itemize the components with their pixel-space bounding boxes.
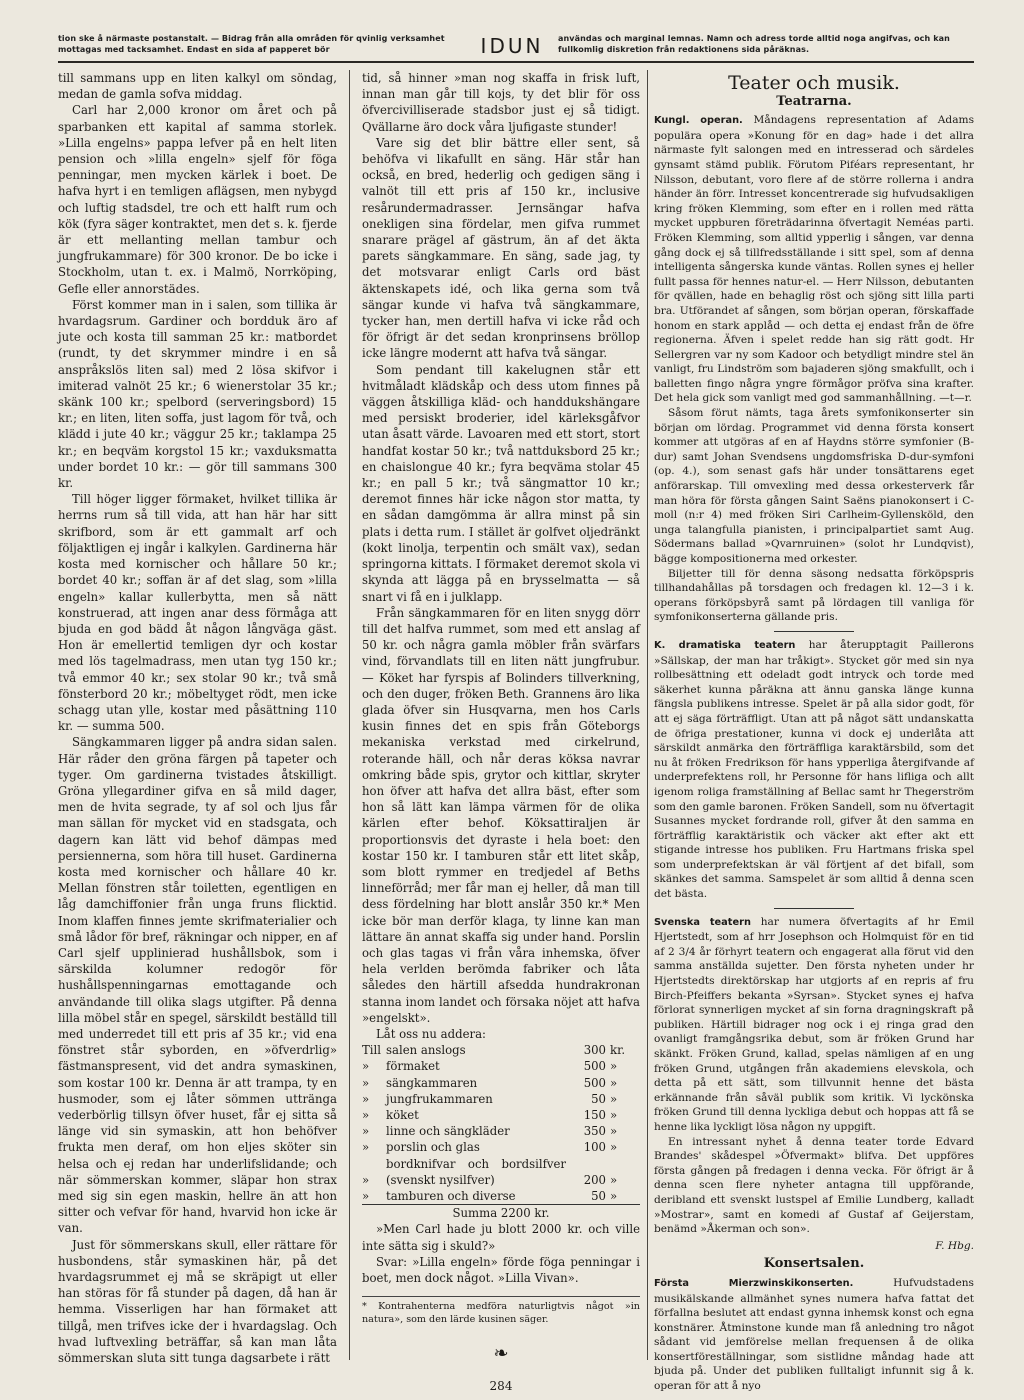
column-divider-2 [647,70,648,1360]
divider [774,908,854,909]
paragraph: Som pendant till kakelugnen står ett hvitmåladt klädskåp och dess utom finnes på väggen åtskilliga kläd- och handdukshängare med persiskt broderier, idel kärleksgåfvor utan åsatt värde. Lavoaren med ett stort, stort handfat kostar 50 kr.; två nattduksbord 25 kr.; en chaislongue 40 kr.; fyra beqväma stolar 45 kr.; en pall 5 kr.; två sängmattor 10 kr.; deremot finnes här icke någon stor matta, ty en sådan damgömma är allra minst på sin plats i detta rum. I stället är golfvet oljedränkt (kokt linolja, terpentin och smält vax), sedan springorna kittats. I förmaket deremot skola vi skynda att lägga på en brysselmatta — så snart vi få en i julklapp. [362,362,641,604]
table-cell: » [610,1172,618,1187]
footnote: * Kontrahenterna medföra naturligtvis något »in natura», som den lärde kusinen säger. [362,1296,640,1326]
table-cell: jungfrukammaren [386,1091,493,1106]
cost-table [362,1042,640,1221]
paragraph: Från sängkammaren för en liten snygg dörr till det halfva rummet, som med ett anslag af 50 kr. och några gamla möbler från svärfars vind, förvandlats till en liten nätt jungfrubur. — Köket har fyrspis af Bolinders tillverkning, och den duger, fröken Beth. Grannens äro lika glada öfver sin Husqvarna, men hos Carls kusin finnes det en spis från Göteborgs mekaniska verkstad med cirkelrund, roterande häll, och når deras köksa navrar omkring både spis, grytor och kittlar, skryter hon öfver att hafva det allra bäst, efter som hon så lätt kan lämpa värmen för de olika kärlen efter behof. Köksattiraljen är proportionsvis det dyraste i hela boet: den kostar 150 kr. I tamburen står ett litet skåp, som blott rymmer en tredjedel af Beths linneförråd; mer får man ej heller, då man till dess fördelning har blott anslår 350 kr.* Men icke bör man derför klaga, ty linne kan man lättare än annat skaffa sig under hand. Porslin och glas tagas vi från våra inhemska, öfver hela verlden berömda fabriker och låta således den härtill afsedda hundrakronan stanna inom landet och försaka nöjet att hafva »engelskt». [362,605,640,1025]
table-row [362,1156,640,1188]
divider [774,631,854,632]
paragraph: »Men Carl hade ju blott 2000 kr. och ville inte sätta sig i skuld?» [362,1222,640,1253]
table-row [362,1091,640,1107]
paragraph [654,915,974,1135]
paragraph: Sängkammaren ligger på andra sidan salen. Här råder den gröna färgen på tapeter och tyger. Om gardinerna tvistades åtskilligt. Gröna yllegardiner gifva en så mild dager, men de hvita segrade, ty af sol och ljus får man sällan för mycket vid en stadsgata, och dagern kan lätt vid behof dämpas med persiennerna, som höra till huset. Gardinerna kosta med kornischer och hållare 40 kr. Mellan fönstren står toiletten, egentligen en låg damchiffonier från unga fruns flicktid. Inom klaffen finnes jemte skrifmaterialier och små lådor för bref, räkningar och nipper, en af Carl sjelf upplinierad hushållsbok, som i särskilda kolumner redogör för hushållspenningarnas emottagande och användande till olika slags utgifter. På denna lilla möbel står en spegel, särskildt beställd till med underredet till ett pris af 35 kr.; vid ena fönstret står syborden, en »öfverdrlig» fästmanspresent, vid det andra symaskinen, som kostar 100 kr. Denna är att trampa, ty en husmoder, som ej låter sömmen utträngа vederbörlig tillsyn öfver huset, får ej sitta så länge vid sin symaskin, att hon behöfver frukta men deraf, om hon eljes sköter sin helsa och ej redan har underlifslidande; och när sömmerskan kommer, släpar hon strax med sig sin egen maskin, hellre än att hon sitter och vefvar för hand, hvarvid hon icke är van. [58,735,337,1236]
table-cell: » [610,1189,618,1204]
paragraph [654,1276,974,1394]
paragraph-body: har återupptagit Paillerons »Sällskap, der man har tråkigt». Stycket gör med sin nya rollbesättning ett odeladt godt intryck och torde med säkerhet kunna påräkna att ännu ganska länge kunna fängsla publikens intresse. Spelet är på alla sidor godt, för att ej säga förträffligt. Utan att på något sätt undanskatta de öfriga prestationer, kunna vi dock ej underlåta att särskildt anmärka den förträffliga karaktärsbild, som det nu åt fröken Fredrikson för hans ypperliga återgifvande af underprefektens roll, hr Personne för hans lifliga och allt igenom roliga framställning af Bellac samt hr Thegerström som den gamle baronen. Fröken Sandell, som nu öfvertagit Susannes mycket fordrande roll, gifver åt den samma en förträfflig karaktäristik och väcker akt efter akt ett stigande intresse hos publiken. Fru Hartmans friska spel som underprefektskan är väl förtjent af det bifall, som skänkes det samma. Samspelet är som alltid å denna scen det bästa. [654,638,974,901]
table-cell: 100 [583,1140,606,1155]
table-cell: porslin och glas [386,1140,480,1155]
table-cell: 350 [583,1124,606,1139]
table-cell: » [610,1108,618,1122]
table-cell: » [610,1091,618,1106]
table-cell: » [362,1124,370,1139]
table-row [362,1058,640,1074]
paragraph-body: har numera öfvertagits af hr Emil Hjertstedt, som af hrr Josephson och Holmquist för en tid af 2 3/4 år förhyrt teatern och engagerat alla förut vid den samma anställda sujetter. Den första nyheten under hr Hjertstedts direktörskap har utgjorts af en repris af fru Birch-Pfeiffers bekanta »Syrsan». Stycket synes ej hafva förlorat synnerligen mycket af sin forna dragningskraft på publiken. Härtill bidrager nog ock i ej ringa grad den ovanligt framgångsrika debut, som är fröken Grund har skänkt. Fröken Grund, kallad, spelas nämligen af en ung fröken Grund, utgången från akademiens elevskola, och detta på ett sätt, som tillvunnit henne det bästa erkännande från såväl publik som kritik. Vi lyckönska fröken Grund till denna lyckliga debut och hoppas att få se henne lika lyckligt lösa någon ny uppgift. [654,915,974,1133]
paragraph [654,638,974,902]
table-cell: tamburen och diverse [386,1189,516,1204]
paragraph: Såsom förut nämts, taga årets symfonikonserter sin början om lördag. Programmet vid denna första konsert kommer att utgöras af en af Haydns större symfonier (B-dur) samt Johan Svendsens ungdomsfriska D-dur-symfoni (op. 4.), som senast gafs här under tonsättarens eget anförarskap. Till omvexling med dessa orkesterverk får man höra för första gången Saint Saëns pianokonsert i C-moll (n:r 4) med fröken Siri Carlheim-Gyllensköld, den unga talangfulla pianisten, i principalpartiet samt Aug. Södermans ballad »Qvarnruinen» (solot hr Lundqvist), bägge kompositionerna med orkester. [654,407,974,565]
masthead-title: IDUN [480,34,544,58]
page-header [0,0,1024,62]
table-cell: » [362,1091,370,1106]
page-number: 284 [489,1379,513,1394]
table-cell: » [610,1075,618,1090]
lead-text: K. dramatiska teatern [654,639,796,651]
table-cell: förmaket [386,1059,440,1074]
table-cell: köket [386,1108,419,1122]
article-column-1 [58,70,337,1364]
paragraph: till sammans upp en liten kalkyl om söndag, medan de gamla sofva middag. [58,71,337,102]
table-cell: 500 [583,1059,606,1074]
ornament-icon: ❧ [493,1343,509,1365]
paragraph: Till höger ligger förmaket, hvilket tillika är herrns rum så till vida, att han här har sitt skrifbord, som är ett gammalt arf och följaktligen ej ingår i kalkylen. Gardinerna här kosta med kornischer och hållare 50 kr.; bordet 40 kr.; soffan är af det slag, som »lilla engeln» kallar kullerbytta, men så nätt konstruerad, att ingen anar dess förmåga att bjuda en god bädd åt någon långväga gäst. Hon är emellertid temligen dyr och kostar med lös tagelmadrass, men utan tyg 150 kr.; två emmor 40 kr.; sex stolar 90 kr.; två små fönsterbord 20 kr.; möbeltyget rödt, men icke schagg utan ylle, kostar med påsättning 110 kr. — summa 500. [58,492,337,734]
table-row [362,1188,640,1205]
table-cell: » [610,1140,618,1155]
paragraph: Biljetter till för denna säsong nedsatta förköpspris tillhandahållas på torsdagen och fredagen kl. 12—3 i k. operans förköpsbyrå samt på lördagen till vanliga för symfonikonserterna gällande pris. [654,567,974,624]
table-row [362,1123,640,1139]
table-cell: » [362,1140,370,1155]
paragraph: En intressant nyhet å denna teater torde Edvard Brandes' skådespel »Öfvermakt» blifva. Det uppföres första gången på fredagen i denna vecka. För öfrigt är å denna scen flere nyheter antagna till uppförande, deribland ett svenskt lustspel af Emilie Lundberg, kalladt »Mostrar», samt en komedi af Gustaf af Geijerstam, benämd »Åkerman och son». [654,1135,974,1236]
table-row [362,1139,640,1155]
header-left-notice: tion ske å närmaste postanstalt. — Bidrag från alla områden för qvinlig verksamhet mottagas med tacksamhet. Endast en sida af papperet bör [58,34,445,54]
header-rule [58,61,974,63]
table-row [362,1107,640,1123]
cost-list-intro: Låt oss nu addera: [376,1026,486,1041]
lead-text: Svenska teatern [654,916,751,928]
table-cell: 50 [591,1091,606,1106]
table-cell: » [362,1059,370,1074]
paragraph: Svar: »Lilla engeln» förde föga penningar i boet, men dock något. »Lilla Vivan». [362,1254,640,1286]
table-cell: kr. [610,1043,626,1058]
table-cell: 50 [591,1189,606,1204]
lead-text: Första Mierzwinskikonserten. [654,1277,854,1289]
table-cell: linne och sängkläder [386,1124,510,1139]
byline: F. Hbg. [935,1239,974,1252]
table-cell: bordknifvar och bordsilfver (svenskt nysilfver) [386,1156,566,1187]
table-cell: » [362,1172,370,1187]
table-cell: » [362,1075,370,1090]
paragraph: Först kommer man in i salen, som tillika är hvardagsrum. Gardiner och bordduk äro af jute och kosta till samman 25 kr.: matbordet (rundt, ty det skrymmer mindre i en så anspråkslös liten sal) med 2 lösa skifvor i imiterad valnöt 25 kr.; 6 wienerstolar 35 kr.; skänk 100 kr.; spelbord (serveringsbord) 15 kr.; en liten, liten soffa, just lagom för två, och klädd i jute 40 kr.; väggur 25 kr.; taklampa 25 kr.; en beqväm korgstol 15 kr.; vaxduksmatta under bordet 10 kr.: — gör till sammans 300 kr. [58,297,337,491]
table-cell: Till [362,1043,382,1058]
table-cell: 200 [583,1172,606,1187]
table-total-row [362,1205,640,1222]
table-cell: 150 [583,1108,606,1122]
header-right-notice: användas och marginal lemnas. Namn och adress torde alltid noga angifvas, och kan fullkomlig diskretion från redaktionens sida påräknas. [558,34,950,54]
table-cell: 300 [583,1043,606,1058]
sub-title-concerts: Konsertsalen. [763,1256,865,1272]
table-cell: sängkammaren [386,1075,478,1090]
paragraph: Carl har 2,000 kronor om året och på sparbanken ett kapital af samma storlek. »Lilla engelns» pappa lefver på en helt liten pension och »lilla engeln» sjelf för föga penningar, men mycken kärlek i boet. De hafva hyrt i en temligen aflägsen, men nybygd och luftig stadsdel, tre och ett halft rum och kök (fyra säger kontraktet, men det s. k. fjerde är ett mellanting mellan tambur och jungfrukammare) för 300 kronor. De bo icke i Stockholm, utan t. ex. i Malmö, Norrköping, Gefle eller annorstädes. [58,103,337,296]
table-row [362,1042,640,1058]
sub-title-theatres: Teatrarna. [776,93,852,109]
paragraph-body: Hufvudstadens musikälskande allmänhet synes numera hafva fattat det förfallna beslutet att endast gynna inhemsk konst och egna konstnärer. Åtminstone kunde man få anledning tro något sådant vid jemförelse mellan frequensen å de olika konsertföreställningar, som sistlidne måndag hade att bjuda på. Under det publiken fulltaligt infunnit sig å k. operan för att å nyo [654,1276,974,1393]
paragraph: tid, så hinner »man nog skaffa in frisk luft, innan man går till kojs, ty det blir för oss öfvercivilliserade stadsbor just ej så tidigt. Qvällarne äro dock våra ljufigaste stunder! [362,71,640,134]
lead-text: Kungl. operan. [654,115,743,127]
table-row [362,1075,640,1091]
cost-total: Summa 2200 kr. [362,1205,640,1222]
paragraph: Just för sömmerskans skull, eller rättare för husbondens, står symaskinen här, på det hvardagsrummet ej må se skräpigt ut eller han störas för få stunder på dagen, då han är hemma. Visserligen har han förmaket att tillgå, men trifves icke der i hvardagslag. Och hvad luftvexling beträffar, så kan man låta sömmerskan sluta sitt tunga dagsarbete i rätt [58,1237,337,1366]
table-cell: » [362,1189,370,1204]
section-title: Teater och musik. [728,72,900,94]
table-cell: » [610,1124,618,1139]
column-divider-1 [349,70,350,1360]
paragraph: Vare sig det blir bättre eller sent, så behöfva vi likafullt en säng. Här står han också, en bred, hederlig och gedigen säng i valnöt till ett pris af 150 kr., inclusive resårundermadrasser. Jernsängar hafva onekligen sina fördelar, men gifva rummet snarare prägel af gästrum, än af det äkta parets sängkammare. En säng, sade jag, ty det motsvarar enligt Carls ord bäst äktenskapets idé, och lika gerna som två sängar kunde vi hafva två sängkammare, tycker han, men dertill hafva vi icke råd och för öfrigt är det sedan kronprinsens bröllop icke längre modernt att hafva två sängar. [362,135,640,361]
table-cell: » [362,1108,370,1122]
paragraph-body: Måndagens representation af Adams populära opera »Konung för en dag» hade i det allra närmaste fylt salongen med en intresserad och särdeles gynsamt stämd publik. Förutom Piféars representant, hr Nilsson, debutant, voro flere af de större rollerna i andra händer än förr. Intresset koncentrerade sig hufvudsakligen kring fröken Klemming, som efter en i rollen med rätta mycket uppburen företrädarinna öfvertagit Neméas parti. Fröken Klemming, som alltid ypperlig i sången, var denna gång dock ej så tillfredsställande i sitt spel, som af denna intelligenta sångerska kunde väntas. Rollen synes ej heller fullt passa för hennes natur-el. — Herr Nilsson, debutanten för qvällen, hade en behaglig röst och sjöng sitt lilla parti bra. Utförandet af sången, som början operan, förskaffade honom en stark applåd — och detta ej endast från de öfre regionerna. Äfven i spelet redde han sig rätt godt. Hr Sellergren var ny som Kadoor och betydligt mindre stel än vanligt, fru Lindström som bajaderen sjöng smakfullt, och i balletten fingo några yngre förmågor pröfva sina krafter. Det hela gick som vanligt med god sammanhållning. —t—r. [654,114,975,405]
table-cell: » [610,1059,618,1074]
table-cell: salen anslogs [386,1043,466,1058]
table-cell: 500 [583,1075,606,1090]
paragraph [654,113,974,406]
article-column-2 [362,70,641,1394]
article-column-3 [654,70,975,1393]
